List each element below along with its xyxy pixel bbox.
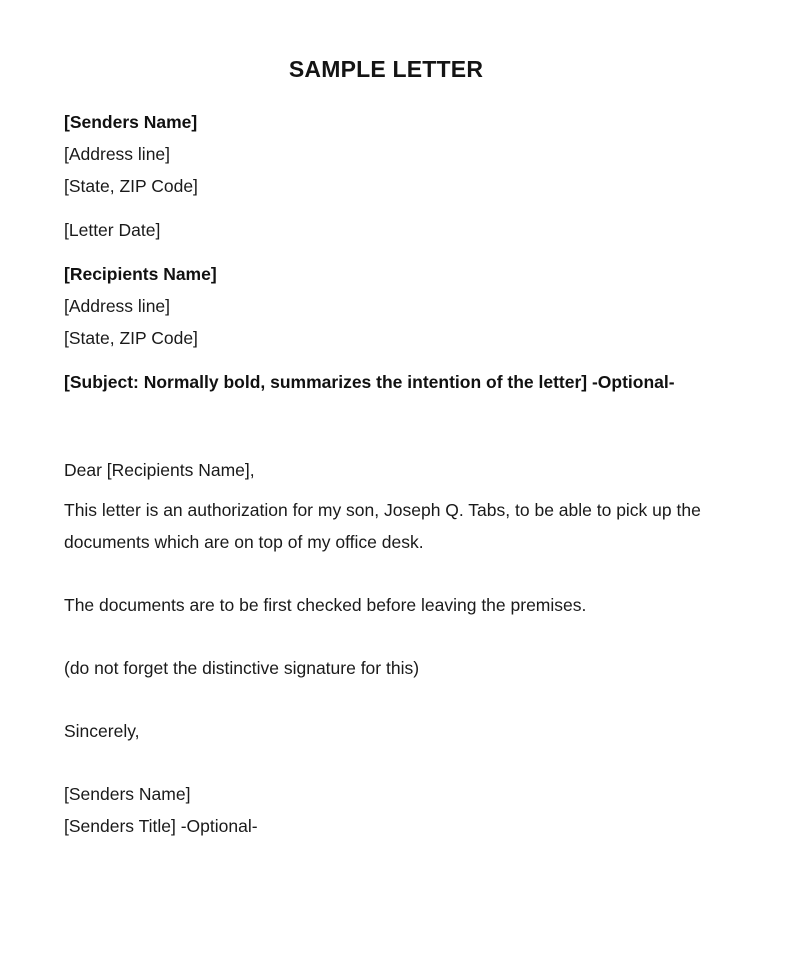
body-paragraph-2: The documents are to be first checked before leaving the premises. [64,595,587,615]
spacer-before-recipient [64,246,736,258]
spacer-before-subject [64,354,736,366]
body-paragraph-3: (do not forget the distinctive signature for this) [64,658,420,678]
subject-line: [Subject: Normally bold, summarizes the intention of the letter] -Optional- [64,372,675,392]
spacer-before-closing [64,684,736,715]
recipient-name-line: [Recipients Name] [64,264,217,284]
date-block [64,214,736,246]
sender-address-line: [Address line] [64,144,171,164]
sender-state-zip-line: [State, ZIP Code] [64,176,198,196]
closing-block [64,715,736,747]
signature-block [64,778,736,842]
spacer-before-paragraph-1 [64,486,736,494]
subject-block [64,366,736,398]
sender-address-block [64,106,736,202]
spacer-before-salutation [64,398,736,454]
spacer-after-title [64,83,736,106]
spacer-before-paragraph-2 [64,558,736,589]
spacer-before-paragraph-3 [64,621,736,652]
recipient-address-line: [Address line] [64,296,171,316]
salutation-block [64,454,736,486]
spacer-before-signature [64,747,736,778]
body-paragraph-1: This letter is an authorization for my son, Joseph Q. Tabs, to be able to pick up the documents which are on top of my office desk. [64,500,701,552]
letter-date-line: [Letter Date] [64,220,161,240]
recipient-address-block [64,258,736,354]
spacer-before-date [64,202,736,214]
sender-name-line: [Senders Name] [64,112,198,132]
signature-name-line: [Senders Name] [64,784,191,804]
signature-title-line: [Senders Title] -Optional- [64,816,258,836]
page-title: SAMPLE LETTER [288,56,484,82]
closing-line: Sincerely, [64,721,140,741]
salutation-line: Dear [Recipients Name], [64,460,255,480]
recipient-state-zip-line: [State, ZIP Code] [64,328,198,348]
